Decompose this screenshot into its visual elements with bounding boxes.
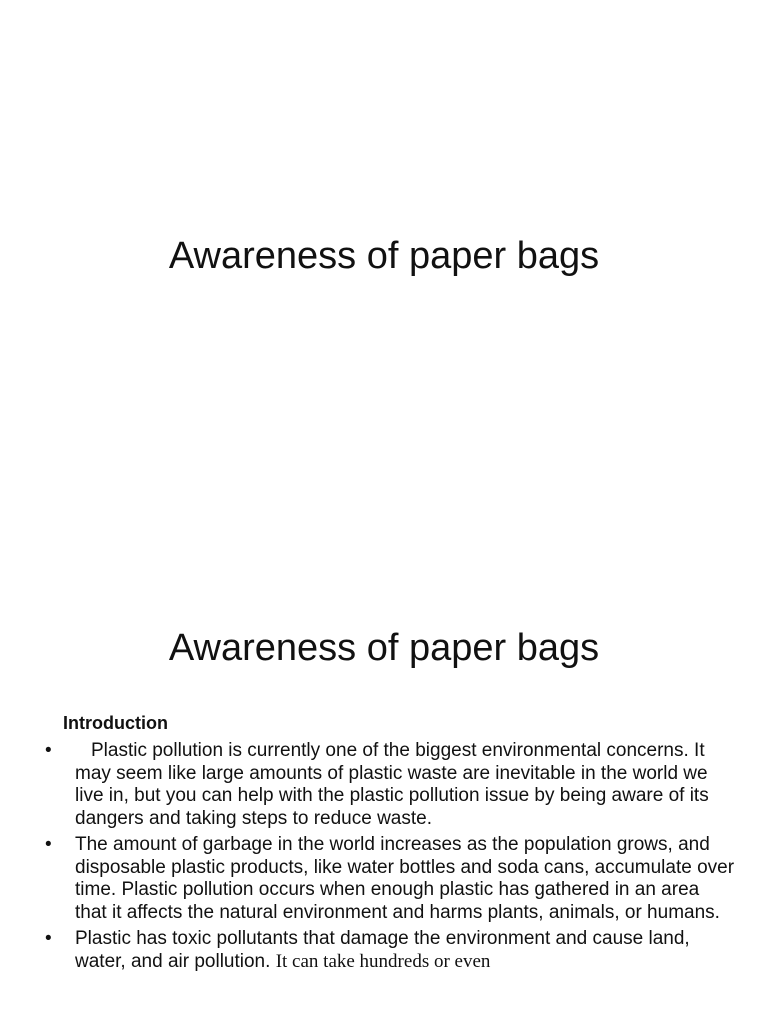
bullet-text-3: Plastic has toxic pollutants that damage the environment and cause land, water, and air pollution. xyxy=(75,928,690,972)
bullet-item-3 xyxy=(45,928,735,973)
bullet-item-1 xyxy=(45,740,735,830)
bullet-dot-icon: • xyxy=(45,834,52,855)
bullet-text-3-tail: It can take hundreds or even xyxy=(275,950,491,972)
bullet-text-1: Plastic pollution is currently one of the biggest environmental concerns. It may seem like large amounts of plastic waste are inevitable in the world we live in, but you can help with the plastic pollution issue by being aware of its dangers and taking steps to reduce waste. xyxy=(75,740,709,829)
bullet-text-2: The amount of garbage in the world increases as the population grows, and disposable plastic products, like water bottles and soda cans, accumulate over time. Plastic pollution occurs when enough plastic has gathered in an area that it affects the natural environment and harms plants, animals, or humans. xyxy=(75,834,735,923)
bullet-dot-icon: • xyxy=(45,928,52,949)
section-heading-introduction: Introduction xyxy=(63,713,168,733)
slide-2 xyxy=(0,576,768,1024)
bullet-dot-icon: • xyxy=(45,740,52,761)
bullet-list xyxy=(45,740,735,977)
slide-1-title: Awareness of paper bags xyxy=(168,235,600,277)
slide-2-title: Awareness of paper bags xyxy=(168,627,600,669)
bullet-item-2 xyxy=(45,834,735,924)
